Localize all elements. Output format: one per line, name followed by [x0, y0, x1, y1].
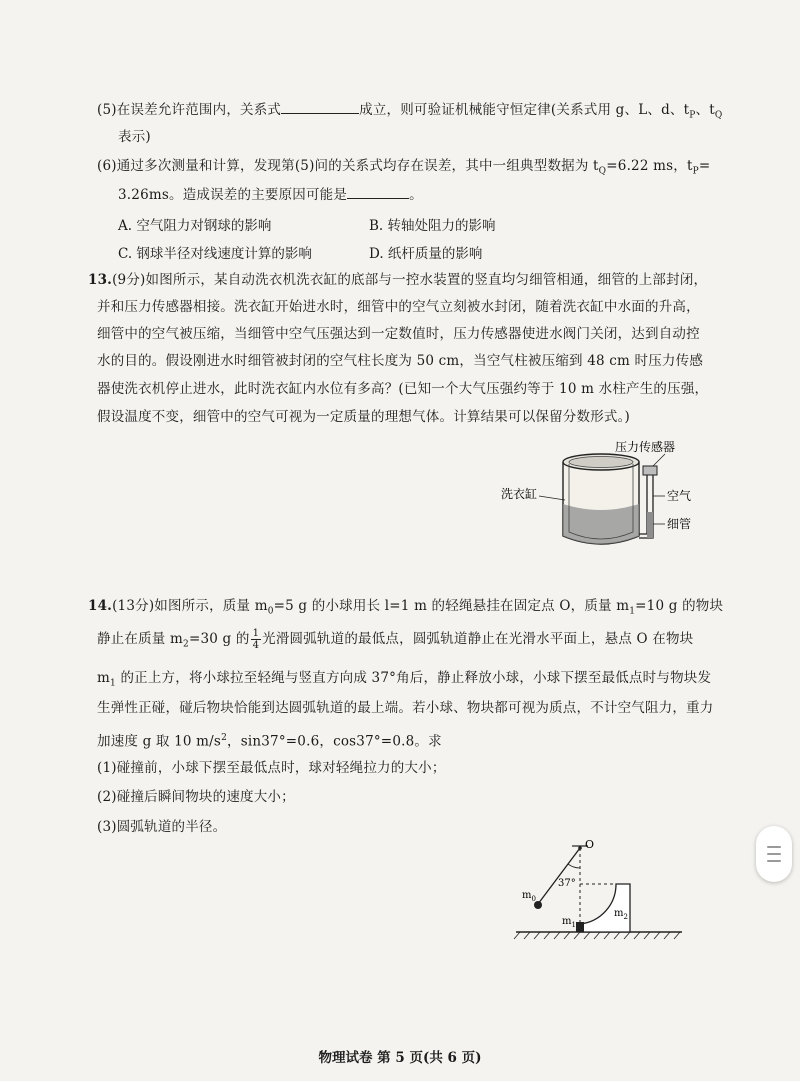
- q12-part5-text-b: 成立，则可验证机械能守恒定律(关系式用 g、L、d、t: [359, 102, 690, 118]
- q12-part5-sub-p: P: [689, 110, 696, 121]
- label-o: O: [585, 838, 595, 851]
- pressure-sensor: [643, 466, 657, 475]
- handle-grip-line: [767, 853, 781, 855]
- q13-line-3: 细管中的空气被压缩，当细管中空气压强达到一定数值时，压力传感器使进水阀门关闭，达到自动控: [97, 326, 700, 342]
- pipe-water: [647, 512, 653, 538]
- q13-line-6: 假设温度不变，细管中的空气可视为一定质量的理想气体。计算结果可以保留分数形式。): [97, 409, 631, 425]
- label-m2: $m_2$: [614, 908, 628, 921]
- label-m0: $m_0$: [522, 890, 536, 903]
- q14-sub-2: (2)碰撞后瞬间物块的速度大小；: [97, 789, 295, 805]
- q14-l1-sub1: 1: [629, 606, 636, 617]
- label-m1: $m_1$: [562, 916, 576, 929]
- q14-l5-sup: 2: [221, 733, 228, 743]
- q14-line-1: [88, 597, 723, 621]
- q14-l3-b: 的正上方，将小球拉至轻绳与竖直方向成 37°角后，静止释放小球，小球下摆至最低点时与物块发: [115, 670, 712, 686]
- q13-line-2: 并和压力传感器相接。洗衣缸开始进水时，细管中的空气立刻被水封闭，随着洗衣缸中水面的升高，: [97, 299, 700, 315]
- q14-l5-a: 加速度 g 取 10 m/s: [97, 733, 222, 750]
- q14-line-3: [97, 669, 711, 693]
- q14-l2-c: 光滑圆弧轨道的最低点，圆弧轨道静止在光滑水平面上，悬点 O 在物块: [262, 631, 694, 647]
- q12-part6-sub-p: P: [692, 166, 699, 177]
- scroll-handle[interactable]: [756, 826, 792, 882]
- fraction-denominator: 4: [252, 640, 260, 651]
- q14-l2-b: =30 g 的: [188, 631, 250, 647]
- tub-water: [563, 504, 639, 544]
- q14-number: 14.: [88, 598, 113, 614]
- quarter-fraction: [251, 628, 262, 651]
- handle-grip-line: [767, 846, 781, 848]
- fraction-numerator: 1: [252, 628, 260, 639]
- q13-line-4: 水的目的。假设刚进水时细管被封闭的空气柱长度为 50 cm，当空气柱被压缩到 48 cm 时压力传感: [97, 353, 704, 369]
- answer-blank-5[interactable]: [281, 101, 359, 114]
- q14-l1-c: =10 g 的物块: [635, 598, 724, 614]
- q12-part6-line1: [97, 157, 710, 181]
- q12-part5-line1: [97, 101, 722, 125]
- q13-text-1: (9分)如图所示，某自动洗衣机洗衣缸的底部与一控水装置的竖直均匀细管相通，细管的上部封闭，: [112, 272, 708, 288]
- angle-arc: [568, 864, 580, 868]
- option-b: B. 转轴处阻力的影响: [369, 218, 496, 234]
- q12-part5-sep: 、t: [695, 102, 715, 118]
- q13-line-1: [88, 271, 707, 289]
- q12-part5-line2: 表示): [118, 129, 151, 145]
- q12-part5-text-a: (5)在误差允许范围内，关系式: [97, 102, 282, 118]
- q12-part6-line2: [118, 186, 423, 204]
- label-air: 空气: [667, 489, 692, 503]
- q14-l1-sub0: 0: [267, 606, 274, 617]
- option-d: D. 纸杆质量的影响: [369, 246, 483, 262]
- q13-number: 13.: [88, 272, 113, 288]
- pendulum-figure: [510, 838, 690, 946]
- leader-tub: [539, 496, 565, 500]
- block-m1: [576, 922, 584, 932]
- q12-part5-sub-q: Q: [714, 110, 723, 121]
- label-tube: 细管: [667, 517, 692, 531]
- option-a: A. 空气阻力对钢球的影响: [118, 218, 272, 234]
- q14-sub-1: (1)碰撞前，小球下摆至最低点时，球对轻绳拉力的大小；: [97, 760, 446, 776]
- q12-part6-text-b: =6.22 ms，t: [606, 158, 693, 174]
- q14-l1-a: (13分)如图所示，质量 m: [112, 598, 268, 614]
- rope: [538, 848, 580, 904]
- q14-l3-a: m: [97, 670, 111, 686]
- answer-blank-6[interactable]: [347, 186, 409, 199]
- q14-line-4: 生弹性正碰，碰后物块恰能到达圆弧轨道的最上端。若小球、物块都可视为质点，不计空气阻力，重力: [97, 700, 714, 716]
- q14-sub-3: (3)圆弧轨道的半径。: [97, 819, 227, 835]
- handle-grip-line: [767, 860, 781, 862]
- label-angle: 37°: [558, 878, 576, 889]
- q14-l2-sub2: 2: [183, 639, 189, 650]
- q14-l2-a: 静止在质量 m: [97, 631, 183, 647]
- q14-l5-b: ，sin37°=0.6，cos37°=0.8。求: [227, 733, 442, 750]
- q14-line-5: [97, 729, 442, 751]
- q12-part6-text-a: (6)通过多次测量和计算，发现第(5)问的关系式均存在误差，其中一组典型数据为 t: [97, 158, 599, 174]
- q14-l3-sub1: 1: [110, 678, 116, 689]
- q12-part6-text-d: 3.26ms。造成误差的主要原因可能是: [118, 187, 348, 203]
- ground-hatch: [514, 932, 680, 939]
- option-c: C. 钢球半径对线速度计算的影响: [118, 246, 312, 262]
- washing-machine-figure: [495, 436, 705, 561]
- pipe-outer: [639, 474, 647, 534]
- tub-inner-rim: [569, 457, 633, 468]
- q12-part6-sub-q: Q: [598, 166, 607, 177]
- label-sensor: 压力传感器: [615, 440, 676, 454]
- label-tub: 洗衣缸: [501, 487, 538, 501]
- q13-line-5: 器使洗衣机停止进水，此时洗衣缸内水位有多高？(已知一个大气压强约等于 10 m 水柱产生的压强，: [97, 381, 709, 397]
- leader-sensor: [653, 454, 665, 466]
- q14-l1-b: =5 g 的小球用长 l=1 m 的轻绳悬挂在固定点 O，质量 m: [273, 598, 630, 614]
- q12-part6-text-c: =: [698, 158, 711, 174]
- q12-part6-text-e: 。: [409, 187, 423, 203]
- q14-line-2: [97, 626, 693, 658]
- page-footer: 物理试卷 第 5 页(共 6 页): [318, 1050, 482, 1066]
